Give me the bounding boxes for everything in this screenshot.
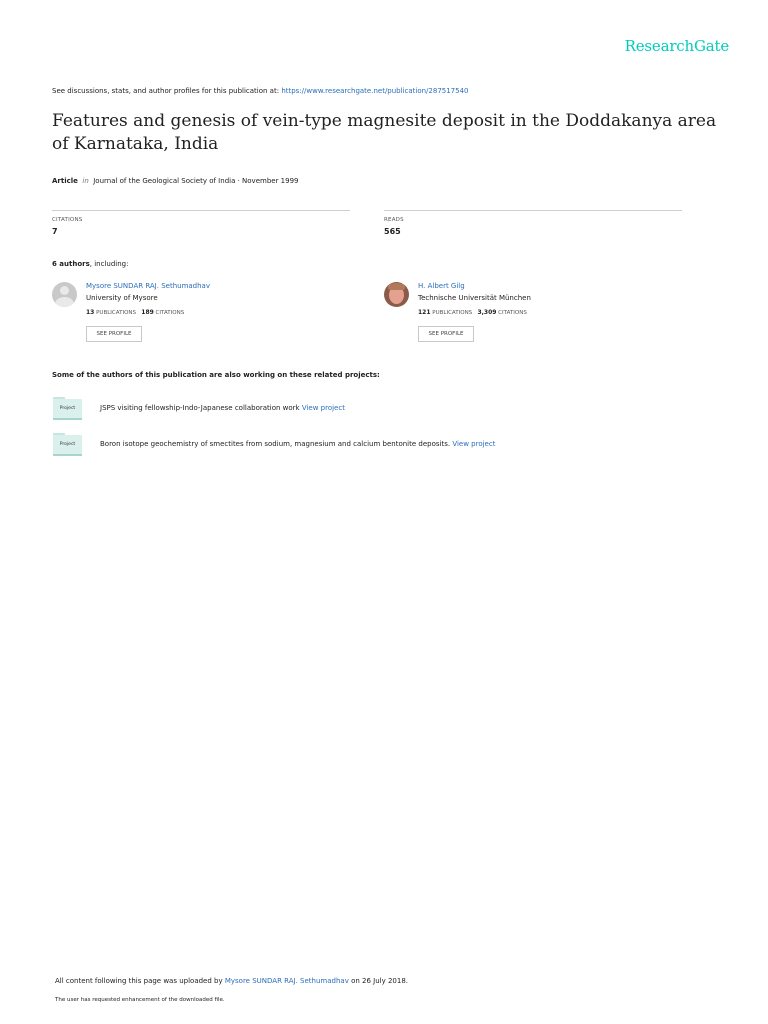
author-citations-label: CITATIONS bbox=[155, 310, 185, 316]
project-title: JSPS visiting fellowship-Indo-Japanese collaboration work bbox=[100, 404, 302, 412]
author-stats bbox=[86, 309, 184, 316]
author-name-link[interactable]: Mysore SUNDAR RAJ. Sethumadhav bbox=[86, 282, 210, 290]
upload-notice bbox=[55, 977, 408, 985]
author-institution: Technische Universität München bbox=[418, 294, 531, 302]
citations-value: 7 bbox=[52, 227, 58, 236]
view-project-link[interactable]: View project bbox=[301, 404, 345, 412]
project-icon-label: Project bbox=[53, 435, 82, 456]
author-institution: University of Mysore bbox=[86, 294, 158, 302]
researchgate-logo[interactable]: ResearchGate bbox=[624, 37, 729, 55]
see-profile-button[interactable]: SEE PROFILE bbox=[418, 326, 474, 342]
project-item bbox=[52, 433, 712, 457]
view-project-link[interactable]: View project bbox=[452, 440, 496, 448]
publication-url-link[interactable]: https://www.researchgate.net/publication/287517540 bbox=[281, 87, 469, 95]
project-folder-icon[interactable] bbox=[52, 397, 83, 419]
citations-label: CITATIONS bbox=[52, 217, 83, 223]
project-item bbox=[52, 397, 712, 421]
author-citations-count: 189 bbox=[141, 309, 154, 316]
reads-value: 565 bbox=[384, 227, 401, 236]
discussion-prefix: See discussions, stats, and author profiles for this publication at: bbox=[52, 87, 282, 95]
author-publications-label: PUBLICATIONS bbox=[96, 310, 137, 316]
publication-type: Article bbox=[52, 177, 78, 185]
project-title: Boron isotope geochemistry of smectites from sodium, magnesium and calcium bentonite deposits. bbox=[100, 440, 453, 448]
upload-prefix: All content following this page was uploaded by bbox=[55, 977, 225, 985]
author-publications-count: 13 bbox=[86, 309, 95, 316]
project-text bbox=[100, 440, 495, 448]
author-publications-count: 121 bbox=[418, 309, 431, 316]
author-stats bbox=[418, 309, 527, 316]
author-citations-count: 3,309 bbox=[477, 309, 497, 316]
author-name-link[interactable]: H. Albert Gilg bbox=[418, 282, 465, 290]
publication-title: Features and genesis of vein-type magnesite deposit in the Doddakanya area of Karnataka, India bbox=[52, 111, 717, 154]
default-avatar-icon[interactable] bbox=[52, 282, 77, 307]
publication-meta bbox=[52, 177, 299, 185]
upload-suffix: on 26 July 2018. bbox=[348, 977, 408, 985]
authors-suffix: , including: bbox=[89, 260, 129, 268]
reads-stat bbox=[384, 210, 682, 236]
authors-heading bbox=[52, 260, 128, 268]
project-folder-icon[interactable] bbox=[52, 433, 83, 455]
author-card bbox=[52, 282, 352, 346]
author-card bbox=[384, 282, 684, 346]
citations-stat bbox=[52, 210, 350, 236]
discussion-line bbox=[52, 87, 469, 95]
uploader-link[interactable]: Mysore SUNDAR RAJ. Sethumadhav bbox=[224, 977, 349, 985]
related-projects-heading: Some of the authors of this publication are also working on these related projects: bbox=[52, 371, 380, 379]
author-photo[interactable] bbox=[384, 282, 409, 307]
enhancement-note: The user has requested enhancement of the downloaded file. bbox=[55, 997, 225, 1003]
project-text bbox=[100, 404, 345, 412]
author-publications-label: PUBLICATIONS bbox=[432, 310, 473, 316]
journal-name: Journal of the Geological Society of India · November 1999 bbox=[93, 177, 299, 185]
see-profile-button[interactable]: SEE PROFILE bbox=[86, 326, 142, 342]
authors-count: 6 authors bbox=[52, 260, 90, 268]
author-citations-label: CITATIONS bbox=[498, 310, 527, 316]
reads-label: READS bbox=[384, 217, 404, 223]
project-icon-label: Project bbox=[53, 399, 82, 420]
meta-in: in bbox=[82, 177, 89, 185]
